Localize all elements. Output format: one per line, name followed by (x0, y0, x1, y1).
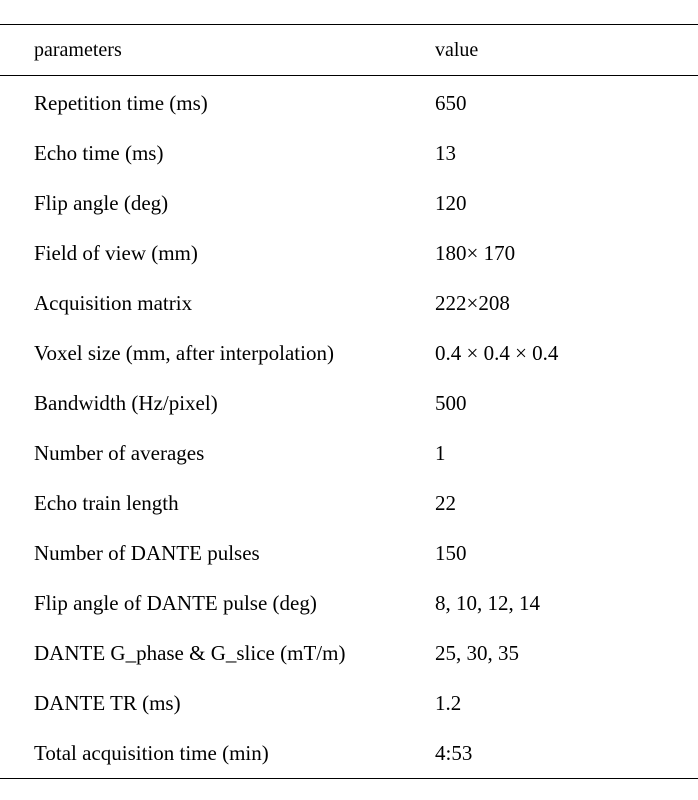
row-parameter: DANTE TR (ms) (34, 690, 181, 715)
header-value: value (435, 39, 479, 61)
table-row (0, 178, 698, 228)
row-value: 25, 30, 35 (435, 640, 519, 665)
table-row (0, 628, 698, 678)
row-value: 1.2 (435, 690, 462, 715)
row-parameter: Acquisition matrix (34, 290, 193, 315)
row-value: 22 (435, 490, 456, 515)
table-row (0, 328, 698, 378)
table-row (0, 378, 698, 428)
table-row (0, 128, 698, 178)
table-row (0, 578, 698, 628)
row-value: 13 (435, 140, 456, 165)
parameters-table (0, 24, 698, 779)
row-value: 650 (435, 90, 467, 115)
row-value: 180× 170 (435, 240, 516, 265)
row-value: 8, 10, 12, 14 (435, 590, 540, 615)
row-parameter: Voxel size (mm, after interpolation) (34, 340, 334, 365)
row-parameter: Repetition time (ms) (34, 90, 208, 115)
table-row (0, 428, 698, 478)
row-parameter: Flip angle (deg) (34, 190, 169, 215)
row-parameter: Echo train length (34, 490, 179, 515)
row-value: 150 (435, 540, 467, 565)
row-value: 1 (435, 440, 446, 465)
table-body (0, 76, 698, 778)
table-row (0, 228, 698, 278)
row-parameter: Total acquisition time (min) (34, 740, 269, 765)
row-parameter: Bandwidth (Hz/pixel) (34, 390, 218, 415)
table-row (0, 728, 698, 778)
row-value: 120 (435, 190, 467, 215)
table-header (0, 25, 698, 75)
row-value: 222×208 (435, 290, 510, 315)
table-row (0, 78, 698, 128)
row-value: 0.4 × 0.4 × 0.4 (435, 340, 559, 365)
row-parameter: Number of DANTE pulses (34, 540, 260, 565)
row-parameter: DANTE G_phase & G_slice (mT/m) (34, 640, 346, 665)
table-row (0, 528, 698, 578)
row-parameter: Echo time (ms) (34, 140, 164, 165)
row-value: 4:53 (435, 740, 473, 765)
bottom-rule (0, 778, 698, 779)
table-row (0, 678, 698, 728)
row-value: 500 (435, 390, 467, 415)
row-parameter: Flip angle of DANTE pulse (deg) (34, 590, 317, 615)
table-row (0, 278, 698, 328)
row-parameter: Field of view (mm) (34, 240, 198, 265)
row-parameter: Number of averages (34, 440, 205, 465)
table-row (0, 478, 698, 528)
header-parameters: parameters (34, 39, 122, 61)
